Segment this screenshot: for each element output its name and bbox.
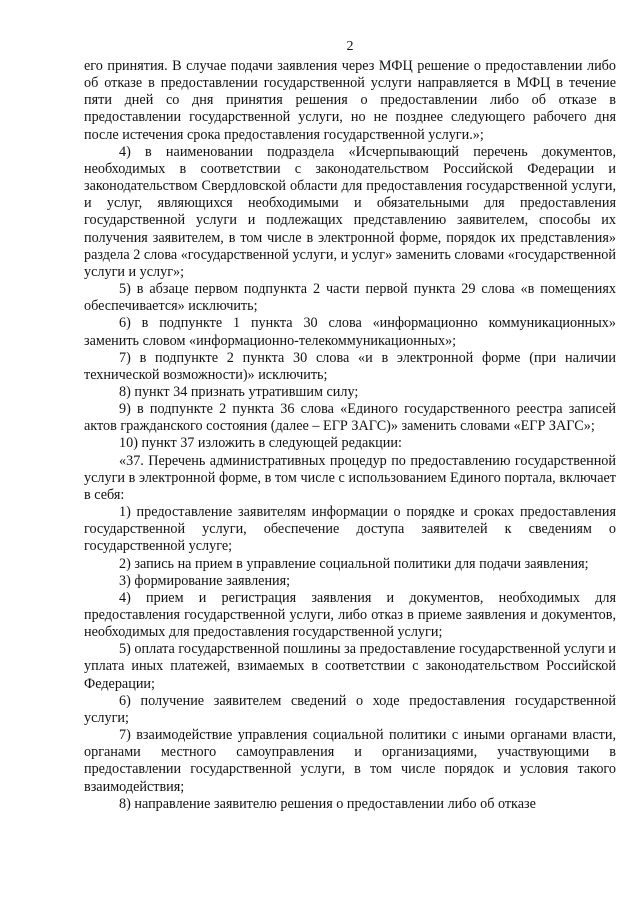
paragraph-subitem-5: 5) оплата государственной пошлины за предоставление государственной услуги и уплата иных платежей, взимаемых в соответствии с законодательством Российской Федерации;: [84, 641, 616, 692]
paragraph-item-9: 9) в подпункте 2 пункта 36 слова «Единого государственного реестра записей актов гражданского состояния (далее – ЕГР ЗАГС)» заменить словами «ЕГР ЗАГС»;: [84, 401, 616, 435]
paragraph-item-4: 4) в наименовании подраздела «Исчерпывающий перечень документов, необходимых в соответствии с законодательством Российской Федерации и законодательством Свердловской области для предоставления государственной услуги, и услуг, являющихся необходимыми и обязательными для предоставления государственной услуги и подлежащих представлению заявителем, способы их получения заявителем, в том числе в электронной форме, порядок их представления» раздела 2 слова «государственной услуги, и услуг» заменить словами «государственной услуги и услуг»;: [84, 143, 616, 280]
document-body: [84, 58, 616, 813]
paragraph-subitem-6: 6) получение заявителем сведений о ходе предоставления государственной услуги;: [84, 692, 616, 726]
page-number: 2: [346, 39, 354, 54]
paragraph-subitem-4: 4) прием и регистрация заявления и документов, необходимых для предоставления государственной услуги, либо отказ в приеме заявления и документов, необходимых для предоставления государственной услуги;: [84, 589, 616, 641]
paragraph-clause-37: «37. Перечень административных процедур по предоставлению государственной услуги в электронной форме, в том числе с использованием Единого портала, включает в себя:: [84, 452, 616, 503]
paragraph-item-5: 5) в абзаце первом подпункта 2 части первой пункта 29 слова «в помещениях обеспечивается» исключить;: [84, 281, 616, 315]
paragraph-subitem-1: 1) предоставление заявителям информации о порядке и сроках предоставления государственной услуги, обеспечение доступа заявителей к сведениям о государственной услуге;: [84, 504, 616, 555]
paragraph-subitem-8: 8) направление заявителю решения о предоставлении либо об отказе: [119, 795, 536, 812]
paragraph-subitem-2: 2) запись на прием в управление социальной политики для подачи заявления;: [119, 555, 589, 572]
paragraph-item-8: 8) пункт 34 признать утратившим силу;: [119, 383, 359, 400]
paragraph-item-7: 7) в подпункте 2 пункта 30 слова «и в электронной форме (при наличии технической возможности)» исключить;: [84, 349, 616, 383]
paragraph-subitem-3: 3) формирование заявления;: [119, 572, 291, 589]
paragraph-item-10: 10) пункт 37 изложить в следующей редакции:: [119, 435, 402, 452]
paragraph-continuation: его принятия. В случае подачи заявления через МФЦ решение о предоставлении либо об отказе в предоставлении государственной услуги направляется в МФЦ в течение пяти дней со дня принятия решения о предоставлении либо об отказе в предоставлении государственной услуги, но не позднее следующего рабочего дня после истечения срока предоставления государственной услуги.»;: [84, 58, 616, 143]
paragraph-item-6: 6) в подпункте 1 пункта 30 слова «информационно коммуникационных» заменить словом «информационно-телекоммуникационных»;: [84, 315, 616, 349]
paragraph-subitem-7: 7) взаимодействие управления социальной политики с иными органами власти, органами местного самоуправления и организациями, участвующими в предоставлении государственной услуги, в том числе порядок и условия такого взаимодействия;: [84, 727, 616, 795]
